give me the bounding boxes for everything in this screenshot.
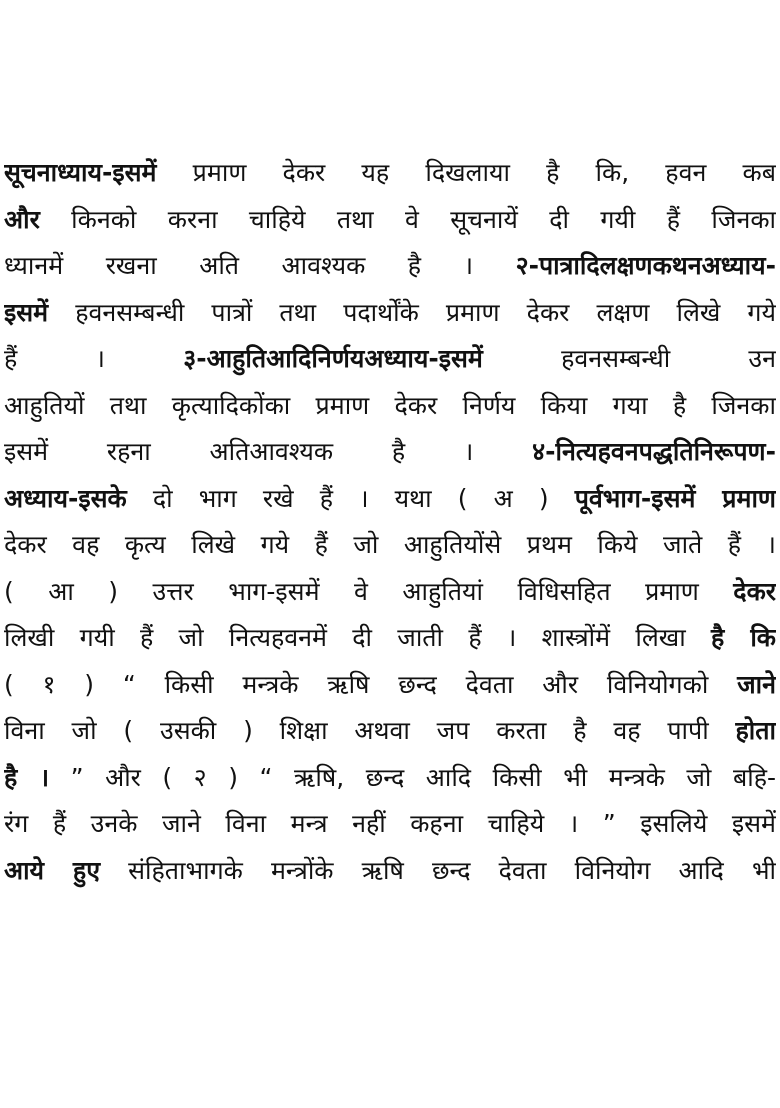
text-line-4 (4, 290, 776, 337)
bold-text-run: अध्याय-इसके (4, 483, 127, 513)
text-run: प्रमाण देकर यह दिखलाया है कि, हवन कब (156, 158, 776, 187)
text-line-10 (4, 569, 776, 616)
bold-text-run: है कि (711, 623, 776, 652)
text-line-12 (4, 662, 776, 709)
text-run: हैं । (4, 344, 184, 373)
text-line-15 (4, 801, 776, 848)
text-run: किनको करना चाहिये तथा वे सूचनायें दी गयी हैं जिनका (39, 204, 776, 234)
text-line-11 (4, 615, 776, 662)
bold-text-run: आये हुए (4, 855, 101, 885)
text-line-16 (4, 848, 776, 895)
text-line-3 (4, 243, 776, 290)
text-line-5 (4, 336, 776, 383)
text-run: विना जो ( उसकी ) शिक्षा अथवा जप करता है वह पापी (4, 716, 736, 745)
text-run: संहिताभागके मन्त्रोंके ऋषि छन्द देवता विनियोग आदि भी (100, 855, 776, 885)
bold-text-run: देकर (733, 576, 776, 606)
bold-text-run: है । (4, 762, 50, 792)
bold-text-run: सूचनाध्याय-इसमें (4, 158, 157, 187)
text-run: आहुतियों तथा कृत्यादिकोंका प्रमाण देकर निर्णय किया गया है जिनका (4, 390, 776, 420)
bold-text-run: ४-नित्यहवनपद्धतिनिरूपण- (532, 437, 776, 466)
bold-text-run: इसमें (4, 297, 49, 327)
bold-text-run: २-पात्रादिलक्षणकथनअध्याय- (515, 251, 776, 280)
bold-text-run: पूर्वभाग-इसमें प्रमाण (574, 483, 776, 513)
text-run: देकर वह कृत्य लिखे गये हैं जो आहुतियोंसे प्रथम किये जाते हैं । (4, 530, 776, 559)
text-line-7 (4, 429, 776, 476)
text-run: हवनसम्बन्धी उन (482, 344, 776, 373)
text-run: ध्यानमें रखना अति आवश्यक है । (4, 251, 516, 280)
paragraph-body (4, 150, 776, 894)
text-run: रंग हैं उनके जाने विना मन्त्र नहीं कहना चाहिये । ” इसलिये इसमें (4, 809, 776, 838)
text-run: लिखी गयी हैं जो नित्यहवनमें दी जाती हैं । शास्त्रोंमें लिखा (4, 623, 711, 652)
text-run: ” और ( २ ) “ ऋषि, छन्द आदि किसी भी मन्त्रके जो बहि- (49, 762, 776, 792)
text-run: ( आ ) उत्तर भाग-इसमें वे आहुतियां विधिसहित प्रमाण (4, 576, 734, 606)
text-line-9 (4, 522, 776, 569)
text-run: दो भाग रखे हैं । यथा ( अ ) (126, 483, 575, 513)
text-line-8 (4, 476, 776, 523)
text-run: हवनसम्बन्धी पात्रों तथा पदार्थोंके प्रमाण देकर लक्षण लिखे गये (48, 297, 776, 327)
text-line-1 (4, 150, 776, 197)
bold-text-run: जाने (737, 669, 776, 699)
text-line-14 (4, 755, 776, 802)
bold-text-run: ३-आहुतिआदिनिर्णयअध्याय-इसमें (183, 344, 483, 373)
text-line-2 (4, 197, 776, 244)
bold-text-run: और (4, 204, 40, 234)
text-line-6 (4, 383, 776, 430)
text-line-13 (4, 708, 776, 755)
text-run: ( १ ) “ किसी मन्त्रके ऋषि छन्द देवता और विनियोगको (4, 669, 738, 699)
text-run: इसमें रहना अतिआवश्यक है । (4, 437, 533, 466)
bold-text-run: होता (735, 716, 776, 745)
